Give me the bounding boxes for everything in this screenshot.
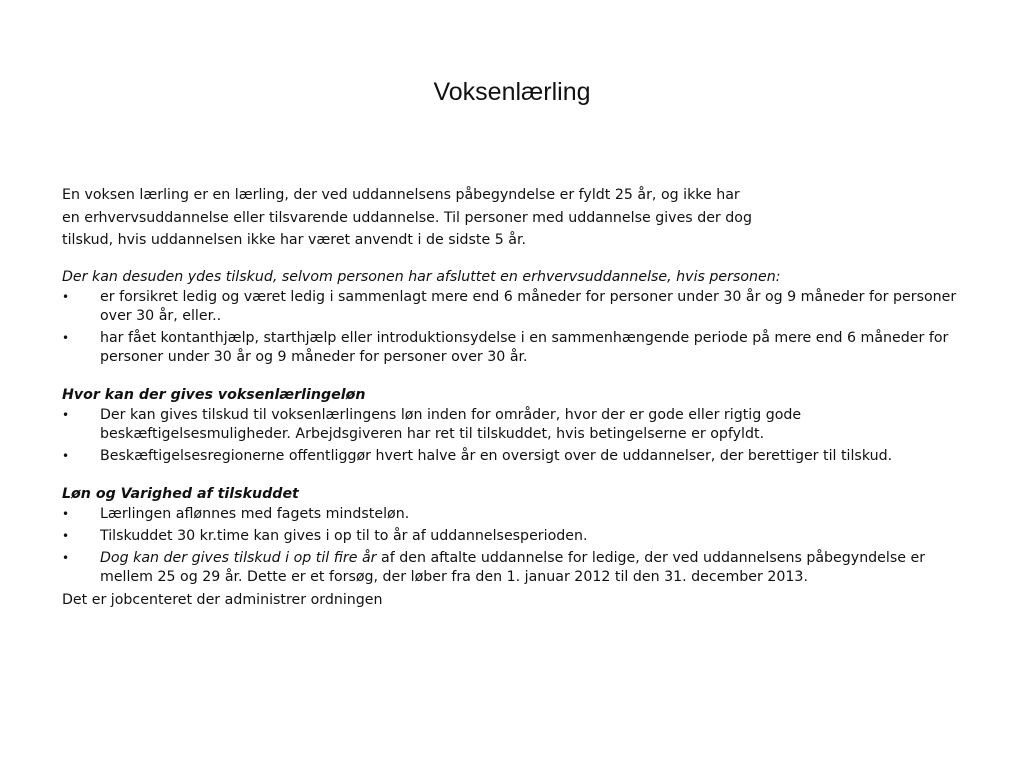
section3-heading: Løn og Varighed af tilskuddet [62, 485, 299, 502]
section2-heading: Hvor kan der gives voksenlærlingeløn [62, 386, 366, 403]
item3-italic-text: Dog kan der gives tilskud i op til fire år [100, 549, 377, 566]
intro-line-1: En voksen lærling er en lærling, der ved uddannelsens påbegyndelse er fyldt 25 år, og ikke har [62, 187, 740, 203]
slide-title: Voksenlærling [433, 78, 591, 106]
list-item: • har fået kontanthjælp, starthjælp eller introduktionsydelse i en sammenhængende periode på mere end 6 måneder for personer under 30 år og 9 måneder for personer over 30 år. [62, 329, 962, 367]
slide-body [62, 184, 962, 610]
intro-line-3: tilskud, hvis uddannelsen ikke har været anvendt i de sidste 5 år. [62, 232, 527, 248]
list-item: • er forsikret ledig og været ledig i sammenlagt mere end 6 måneder for personer under 30 år og 9 måneder for personer over 30 år, eller.. [62, 288, 962, 326]
section3-list [62, 505, 962, 587]
list-item: • Der kan gives tilskud til voksenlærlingens løn inden for områder, hvor der er gode eller rigtig gode beskæftigelsesmuligheder. Arbejdsgiveren har ret til tilskuddet, hvis betingelserne er opfyldt. [62, 406, 962, 444]
list-item: • Lærlingen aflønnes med fagets mindsteløn. [62, 505, 962, 524]
list-item: • Tilskuddet 30 kr.time kan gives i op til to år af uddannelsesperioden. [62, 527, 962, 546]
intro-line-2: en erhvervsuddannelse eller tilsvarende uddannelse. Til personer med uddannelse gives der dog [62, 209, 752, 226]
section1-lead: Der kan desuden ydes tilskud, selvom personen har afsluttet en erhvervsuddannelse, hvis personen: [62, 268, 781, 285]
list-item: • Beskæftigelsesregionerne offentliggør hvert halve år en oversigt over de uddannelser, der berettiger til tilskud. [62, 447, 962, 466]
list-item [62, 549, 962, 587]
section1-list [62, 288, 962, 367]
section2-list [62, 406, 962, 466]
item3-rest-text: af den aftalte uddannelse for ledige, der ved uddannelsens påbegyndelse er mellem 25 og 29 år. Dette er et forsøg, der løber fra den 1. januar 2012 til den 31. december 2013. [100, 549, 926, 585]
footer-note: Det er jobcenteret der administrer ordningen [62, 591, 383, 608]
